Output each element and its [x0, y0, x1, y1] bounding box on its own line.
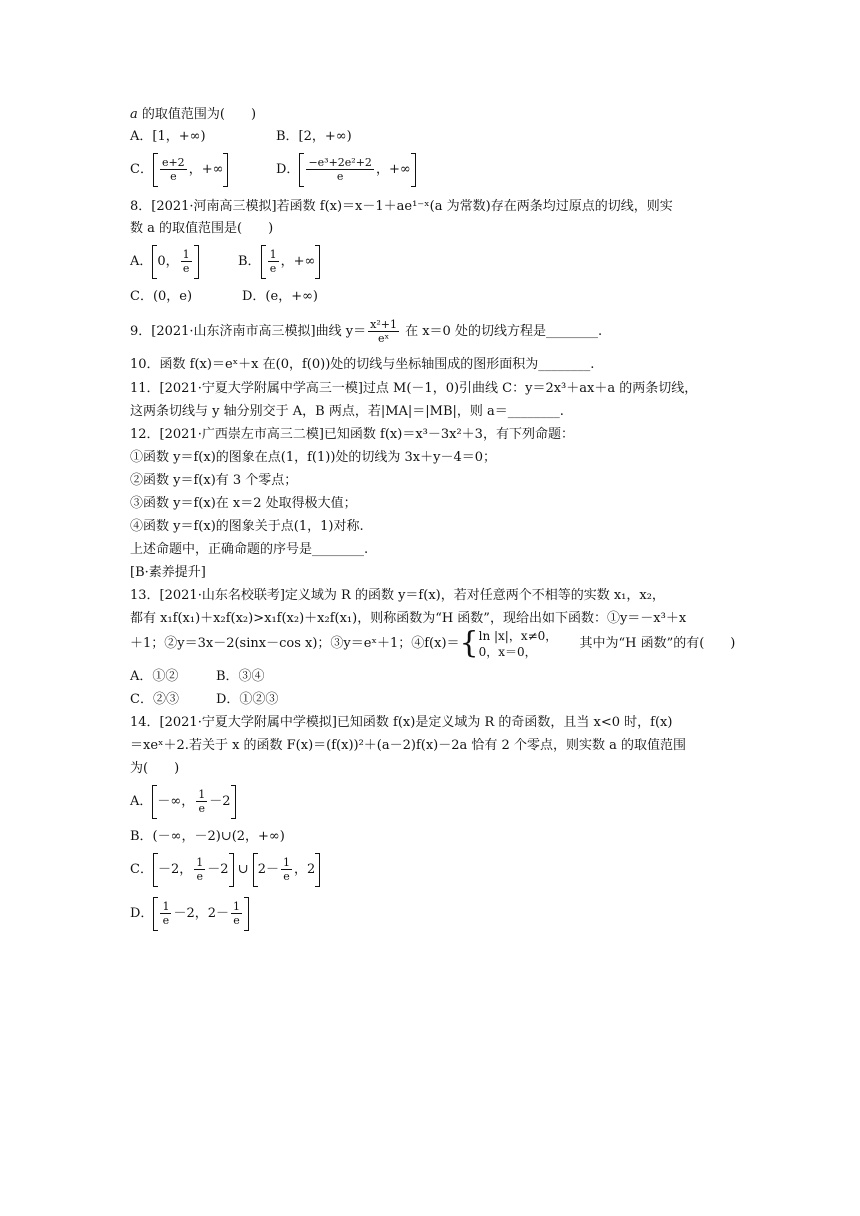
fraction — [368, 318, 399, 345]
q13-option-b: B．③④ — [216, 669, 265, 684]
q8-option-d: D．(e，+∞) — [242, 289, 318, 304]
q14-line-2: ＝xeˣ＋2.若关于 x 的函数 F(x)＝(f(x))²＋(a－2)f(x)－2a 恰有 2 个零点，则实数 a 的取值范围 — [130, 738, 686, 753]
q12-prop-2: ②函数 y＝f(x)有 3 个零点； — [130, 473, 298, 488]
q14-option-c — [130, 852, 320, 888]
q12-end: 上述命题中，正确命题的序号是________. — [130, 542, 369, 557]
q11-line-1: 11．[2021·宁夏大学附属中学高三一模]过点 M(－1，0)引曲线 C：y＝2x³＋ax＋a 的两条切线， — [130, 381, 698, 396]
numerator: e+2 — [161, 156, 185, 169]
right-bracket — [231, 785, 236, 819]
denominator: eˣ — [377, 332, 390, 345]
denominator: e — [336, 170, 344, 183]
denominator: e — [269, 262, 277, 275]
q10-line: 10．函数 f(x)＝eˣ＋x 在(0，f(0))处的切线与坐标轴围成的图形面积为________. — [130, 357, 595, 372]
q12-prop-3: ③函数 y＝f(x)在 x＝2 处取得极大值； — [130, 496, 357, 511]
option-label: D． — [276, 162, 300, 177]
q12-prop-4: ④函数 y＝f(x)的图象关于点(1，1)对称. — [130, 519, 364, 534]
numerator: 1 — [282, 856, 290, 869]
piecewise — [479, 628, 558, 660]
q9-line — [130, 314, 602, 350]
left-bracket — [261, 245, 266, 279]
option-label: C． — [130, 162, 153, 177]
q13-option-d: D．①②③ — [216, 692, 279, 707]
option-tail: ，+∞ — [375, 162, 411, 177]
right-bracket — [244, 897, 249, 931]
denominator: e — [198, 802, 205, 815]
q14-option-b: B．(－∞，－2)∪(2，+∞) — [130, 829, 285, 844]
q7-option-a: A．[1，+∞) — [130, 129, 206, 144]
right-bracket — [223, 153, 228, 187]
numerator: 1 — [198, 788, 206, 801]
fraction — [181, 248, 192, 275]
q13-line-2: 都有 x₁f(x₁)＋x₂f(x₂)>x₁f(x₂)＋x₂f(x₁)，则称函数为“H 函数”，现给出如下函数：①y＝－x³＋x — [130, 611, 687, 626]
denominator: e — [182, 262, 190, 275]
right-bracket — [315, 245, 320, 279]
numerator: −e³+2e²+2 — [308, 156, 372, 169]
option-tail: ，+∞ — [188, 162, 224, 177]
fraction — [231, 900, 242, 927]
q12-line-1: 12．[2021·广西崇左市高三二模]已知函数 f(x)＝x³－3x²＋3，有下列命题： — [130, 427, 574, 442]
option-tail: ，+∞ — [280, 254, 316, 269]
option-label: C． — [130, 862, 153, 877]
case-1: ln |x|，x≠0， — [478, 628, 558, 643]
q9-pre: 9．[2021·山东济南市高三模拟]曲线 y＝ — [130, 324, 367, 339]
denominator: e — [162, 914, 170, 927]
q13-line-3 — [130, 624, 735, 664]
option-label: A． — [130, 794, 153, 809]
q13-option-c: C．②③ — [130, 692, 179, 707]
numerator: 1 — [269, 248, 277, 261]
denominator: e — [170, 170, 177, 183]
q14-option-d — [130, 896, 249, 932]
union-symbol: ∪ — [237, 862, 249, 877]
case-2: 0，x＝0， — [478, 644, 537, 659]
fraction — [268, 248, 279, 275]
right-bracket — [411, 153, 416, 187]
fraction — [160, 900, 171, 927]
option-tail: －2 — [209, 794, 231, 809]
q13-line-3-post: 其中为“H 函数”的有( ) — [579, 636, 736, 651]
q9-post: 在 x＝0 处的切线方程是________. — [405, 324, 603, 339]
denominator: e — [233, 914, 240, 927]
q8-option-c: C．(0，e) — [130, 289, 193, 304]
fraction — [281, 856, 292, 883]
option-pre: 2－ — [257, 862, 279, 877]
fraction — [196, 788, 207, 815]
option-label: D． — [130, 906, 154, 921]
option-pre: －2， — [157, 862, 193, 877]
option-label: A． — [130, 254, 153, 269]
q7-stem-text: 的取值范围为( ) — [141, 107, 257, 122]
q8-line-2: 数 a 的取值范围是( ) — [130, 221, 274, 236]
q14-option-a — [130, 784, 236, 820]
right-bracket — [229, 853, 234, 887]
option-pre: 0， — [157, 254, 179, 269]
q7-stem — [130, 106, 256, 124]
left-bracket — [299, 153, 304, 187]
brace: { — [459, 625, 479, 661]
option-label: B． — [238, 254, 261, 269]
denominator: e — [196, 870, 203, 883]
option-pre: －∞， — [157, 794, 195, 809]
numerator: 1 — [182, 248, 190, 261]
q7-option-c — [130, 152, 228, 188]
option-tail: －2 — [207, 862, 229, 877]
q7-option-b: B．[2，+∞) — [276, 129, 352, 144]
right-bracket — [194, 245, 199, 279]
q13-line-1: 13．[2021·山东名校联考]定义域为 R 的函数 y＝f(x)，若对任意两个不相等的实数 x₁，x₂， — [130, 588, 665, 603]
section-heading: [B·素养提升] — [130, 565, 206, 580]
fraction — [160, 156, 187, 183]
q7-option-d — [276, 152, 416, 188]
option-mid: －2，2－ — [173, 906, 229, 921]
numerator: x²+1 — [370, 318, 397, 331]
q14-line-1: 14．[2021·宁夏大学附属中学模拟]已知函数 f(x)是定义域为 R 的奇函数，且当 x<0 时，f(x) — [130, 715, 673, 730]
q14-line-3: 为( ) — [130, 761, 180, 776]
left-bracket — [153, 153, 158, 187]
var-a: a — [130, 107, 138, 122]
q8-line-1: 8．[2021·河南高三模拟]若函数 f(x)＝x－1＋ae¹⁻ˣ(a 为常数)存在两条均过原点的切线，则实 — [130, 199, 673, 214]
q11-line-2: 这两条切线与 y 轴分别交于 A，B 两点，若|MA|＝|MB|，则 a＝________. — [130, 404, 564, 419]
q8-option-a — [130, 244, 199, 280]
q12-prop-1: ①函数 y＝f(x)的图象在点(1，f(1))处的切线为 3x＋y－4＝0； — [130, 450, 497, 465]
denominator: e — [283, 870, 290, 883]
right-bracket — [315, 853, 320, 887]
numerator: 1 — [162, 900, 170, 913]
left-bracket — [153, 897, 158, 931]
numerator: 1 — [232, 900, 240, 913]
numerator: 1 — [196, 856, 204, 869]
q8-option-b — [238, 244, 320, 280]
option-tail: ，2 — [293, 862, 316, 877]
fraction — [194, 856, 205, 883]
q13-line-3-pre: ＋1；②y＝3x－2(sinx－cos x)；③y＝eˣ＋1；④f(x)＝ — [130, 636, 460, 651]
q13-option-a: A．①② — [130, 669, 179, 684]
fraction — [306, 156, 374, 183]
